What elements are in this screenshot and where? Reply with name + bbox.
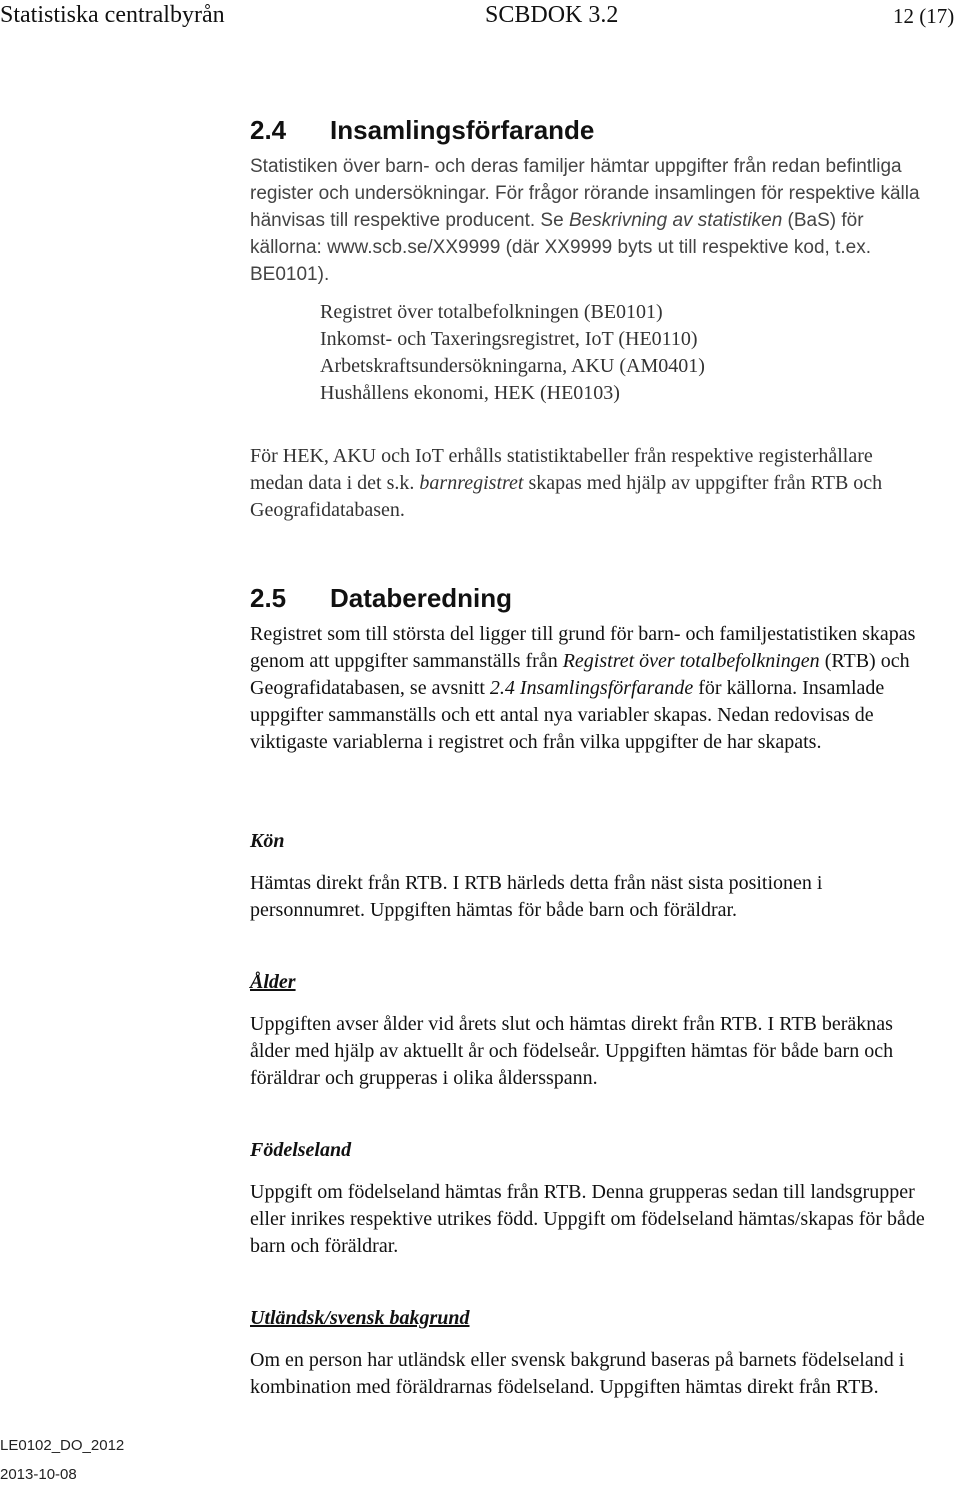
list-item: Arbetskraftsundersökningarna, AKU (AM0401)	[320, 355, 705, 377]
header-organization: Statistiska centralbyrån	[0, 2, 225, 28]
footer-date: 2013-10-08	[0, 1466, 77, 1483]
variable-heading-kon: Kön	[250, 830, 285, 852]
list-item: Registret över totalbefolkningen (BE0101)	[320, 301, 663, 323]
text-run: Registret som till största del ligger till grund för barn- och familjestatistiken skapas genom att uppgifter sammanställs från	[250, 623, 916, 672]
section-2-4-paragraph-2	[250, 443, 930, 524]
variable-text-fodelseland: Uppgift om födelseland hämtas från RTB. Denna grupperas sedan till landsgrupper eller inrikes respektive utrikes född. Uppgift om födelseland hämtas/skapas för både barn och föräldrar.	[250, 1181, 925, 1257]
italic-term: barnregistret	[419, 472, 524, 494]
variable-text-kon: Hämtas direkt från RTB. I RTB härleds detta från näst sista positionen i personnumret. Uppgiften hämtas för både barn och föräldrar.	[250, 872, 823, 921]
text-run: (RTB) och Geografidatabasen, se avsnitt	[250, 650, 910, 699]
italic-reference: Registret över totalbefolkningen	[562, 650, 820, 672]
text-run: Statistiken över barn- och deras familjer hämtar uppgifter från redan befintliga register och undersökningar. För frågor rörande insamlingen för respektive källa hänvisas till respektive producent. Se	[250, 156, 920, 231]
variable-heading-bakgrund: Utländsk/svensk bakgrund	[250, 1307, 470, 1329]
text-run: för källorna. Insamlade uppgifter sammanställs och ett antal nya variabler skapas. Nedan redovisas de viktigaste variablerna i registret och från vilka uppgifter de har skapats.	[250, 677, 885, 753]
list-item: Hushållens ekonomi, HEK (HE0103)	[320, 382, 620, 404]
source-list	[320, 299, 920, 407]
variable-text-alder: Uppgiften avser ålder vid årets slut och hämtas direkt från RTB. I RTB beräknas ålder med hjälp av aktuellt år och födelseår. Uppgiften hämtas för både barn och föräldrar och grupperas i olika åldersspann.	[250, 1013, 894, 1089]
section-title: Insamlingsförfarande	[330, 115, 595, 145]
section-number: 2.5	[250, 583, 287, 613]
page-number: 12 (17)	[893, 4, 955, 28]
footer-document-code: LE0102_DO_2012	[0, 1437, 125, 1454]
text-run: skapas med hjälp av uppgifter från RTB och Geografidatabasen.	[250, 472, 883, 521]
section-title: Databeredning	[330, 583, 513, 613]
variable-text-bakgrund: Om en person har utländsk eller svensk bakgrund baseras på barnets födelseland i kombination med föräldrarnas födelseland. Uppgiften hämtas direkt från RTB.	[250, 1349, 905, 1398]
section-heading-2-4	[250, 115, 594, 146]
reference-title: Beskrivning av statistiken	[568, 210, 783, 231]
section-2-4-intro	[250, 153, 930, 288]
section-number: 2.4	[250, 115, 287, 145]
text-run: För HEK, AKU och IoT erhålls statistiktabeller från respektive registerhållare medan data i det s.k.	[250, 445, 873, 494]
section-2-5-paragraph	[250, 621, 950, 756]
italic-reference: 2.4 Insamlingsförfarande	[489, 677, 694, 699]
variable-heading-fodelseland: Födelseland	[250, 1139, 352, 1161]
variable-heading-alder: Ålder	[250, 971, 296, 993]
list-item: Inkomst- och Taxeringsregistret, IoT (HE0110)	[320, 328, 698, 350]
text-run: (BaS) för källorna: www.scb.se/XX9999 (där XX9999 byts ut till respektive kod, t.ex. BE0101).	[250, 210, 871, 285]
section-heading-2-5	[250, 583, 512, 614]
header-document-id: SCBDOK 3.2	[485, 2, 619, 28]
